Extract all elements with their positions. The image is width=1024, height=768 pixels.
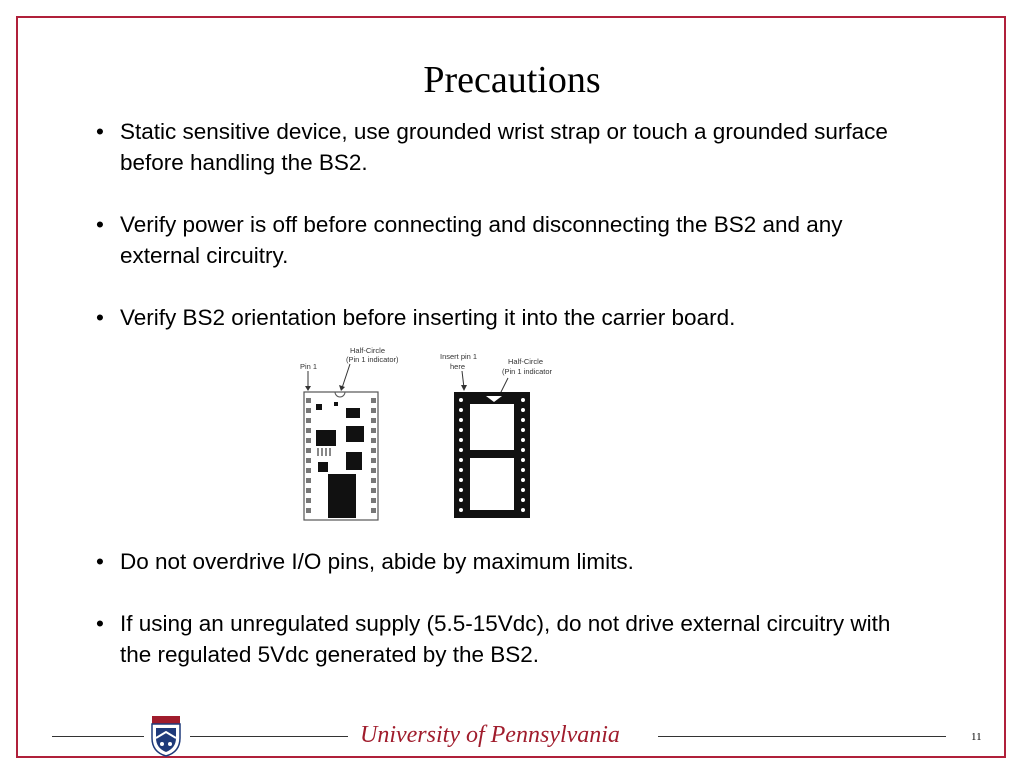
arrowhead-pin1 — [305, 386, 311, 391]
bullet-text: Verify power is off before connecting and disconnecting the BS2 and any external circuitry. — [120, 212, 843, 268]
page-number: 11 — [971, 731, 982, 743]
label-half-circle-right-1: Half-Circle — [508, 357, 544, 366]
bullet-item — [96, 546, 916, 577]
footer-rule-mid — [190, 736, 348, 737]
bullet-marker: • — [96, 119, 104, 144]
bullet-text: Do not overdrive I/O pins, abide by maximum limits. — [120, 549, 634, 574]
slide-title: Precautions — [423, 59, 601, 101]
footer-rule-left — [52, 736, 144, 737]
socket-window-bottom — [470, 458, 514, 510]
arrowhead-half-circle-left — [339, 385, 345, 391]
bullet-marker: • — [96, 611, 104, 636]
footer-rule-right — [658, 736, 946, 737]
bullet-item — [96, 116, 916, 178]
bullet-text: Static sensitive device, use grounded wrist strap or touch a grounded surface before handling the BS2. — [120, 119, 888, 175]
arrow-half-circle-right — [500, 378, 508, 394]
label-half-circle-right-2: (Pin 1 indicator — [502, 367, 553, 376]
bullet-marker: • — [96, 549, 104, 574]
bullet-item — [96, 302, 916, 333]
bottom-bullet-list — [96, 546, 916, 670]
bullet-marker: • — [96, 305, 104, 330]
bullet-item — [96, 608, 916, 670]
socket-window-top — [470, 404, 514, 450]
arrowhead-insert-pin1 — [461, 385, 467, 391]
label-insert-pin1-2: here — [450, 362, 466, 371]
bullet-item — [96, 209, 916, 271]
label-half-circle-left-1: Half-Circle — [350, 346, 386, 355]
arrow-half-circle-left — [342, 364, 350, 388]
university-name: University of Pennsylvania — [360, 722, 620, 748]
bullet-marker: • — [96, 212, 104, 237]
bullet-text: Verify BS2 orientation before inserting it into the carrier board. — [120, 305, 736, 330]
label-half-circle-left-2: (Pin 1 indicator) — [346, 355, 399, 364]
penn-shield-logo — [144, 714, 188, 758]
label-insert-pin1-1: Insert pin 1 — [440, 352, 478, 361]
top-bullet-list — [96, 116, 916, 333]
bs2-orientation-figure — [290, 344, 570, 524]
bullet-text: If using an unregulated supply (5.5-15Vdc), do not drive external circuitry with the regulated 5Vdc generated by the BS2. — [120, 611, 891, 667]
label-pin1: Pin 1 — [300, 362, 318, 371]
